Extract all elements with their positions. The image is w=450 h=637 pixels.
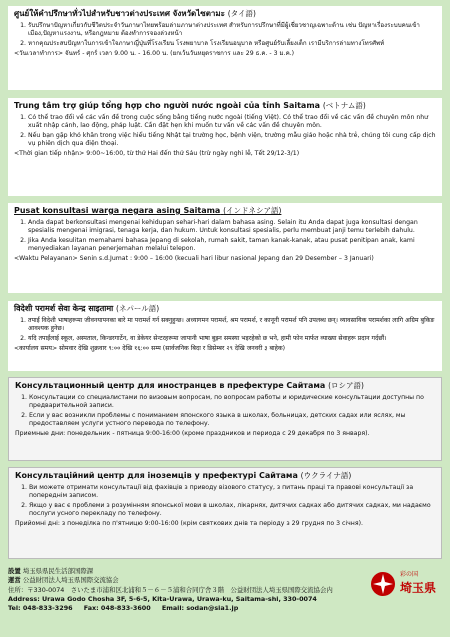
list-item: 1. तपाईं विदेशी भाषाहरूमा जीवनयापनका बारे मा परामर्श गर्न सक्नुहुन्छ। अध्यागमन परामर्श, श्रम परामर्श, र कानूनी परामर्श पनि उपलब्ध छन्। व्यावसायिक परामर्शका लागि अग्रिम बुकिङ आवश्यक हुनेछ। <box>28 317 436 334</box>
russian-section <box>8 377 442 461</box>
email-link[interactable]: Email: sodan@sia1.jp <box>161 604 239 613</box>
fax-text: Fax: 048-833-3600 <box>83 604 151 613</box>
indonesian-title: Pusat konsultasi warga negara asing Saitama (インドネシア語) <box>14 206 282 215</box>
nepali-list <box>14 317 436 343</box>
thai-hours: <วันเวลาทำการ> จันทร์ - ศุกร์ เวลา 9.00 น. - 16.00 น. (ยกเว้นวันหยุดราชการ และ 29 ธ.ค. - 3 ม.ค.) <box>14 49 295 57</box>
vietnamese-hours: <Thời gian tiếp nhận> 9:00~16:00, từ thứ Hai đến thứ Sáu (trừ ngày nghỉ lễ, Tết 29/12-3/1) <box>14 150 300 158</box>
setup-line: 設置 埼玉県県民生活部国際課 <box>8 567 94 575</box>
saitama-logo <box>370 567 440 601</box>
indonesian-list <box>14 219 436 253</box>
russian-title: Консультационный центр для иностранцев в префектуре Сайтама (ロシア語) <box>15 381 364 390</box>
ukrainian-section <box>8 467 442 559</box>
vietnamese-list <box>14 114 436 148</box>
indonesian-hours: <Waktu Pelayanan> Senin s.d.Jumat : 9:00 – 16:00 (kecuali hari libur nasional Jepang dan 29 Desember – 3 Januari) <box>14 255 374 263</box>
list-item: 2. หากคุณประสบปัญหาในการเข้าใจภาษาญี่ปุ่นที่โรงเรียน โรงพยาบาล โรงเรียนอนุบาล หรือศูนย์รับเลี้ยงเด็ก เรามีบริการล่ามทางโทรศัพท์ <box>28 40 436 48</box>
address-en: Address: Urawa Godo Chosha 3F, 5-6-5, Kita-Urawa, Urawa-ku, Saitama-shi, 330-0074 <box>8 594 317 603</box>
list-item: 1. รับปรึกษาปัญหาเกี่ยวกับชีวิตประจำวันภาษาไทยพร้อมล่ามภาษาต่างประเทศ สำหรับการปรึกษาที่มีผู้เชี่ยวชาญเฉพาะด้าน เช่น ปัญหาเรื่องระบบคนเข้าเมือง,ปัญหาแรงงาน, หรือกฎหมาย ต้องทำการจองล่วงหน้า <box>28 22 436 39</box>
list-item: 2. यदि तपाईंलाई स्कूल, अस्पताल, किन्डरगार्टेन, वा डेकेयर सेन्टरहरूमा जापानी भाषा बुझ्न समस्या भइरहेको छ भने, हामी फोन मार्फत व्याख्या सेवाहरू प्रदान गर्दछौं। <box>28 335 436 343</box>
thai-list <box>14 22 436 48</box>
list-item: 2. Nếu bạn gặp khó khăn trong việc hiểu tiếng Nhật tại trường học, bệnh viện, trường mẫu giáo hoặc nhà trẻ, chúng tôi cung cấp dịch vụ phiên dịch qua điện thoại. <box>28 132 436 149</box>
list-item: 1. Консультации со специалистами по визовым вопросам, по вопросам работы и юридические консультации доступны по предварительной записи. <box>29 394 435 411</box>
list-item: 2. Если у вас возникли проблемы с пониманием японского языка в школах, больницах, детских садах или яслях, мы предоставляем услуги устного перевода по телефону. <box>29 412 435 429</box>
list-item: 1. Có thể trao đổi về các vấn đề trong cuộc sống bằng tiếng nước ngoài (tiếng Việt). Có thể trao đổi về các vấn đề chuyên môn như xuất nhập cảnh, lao động, pháp luật. Cần đặt hẹn khi muốn tư vấn về các vấn đề chuyên môn. <box>28 114 436 131</box>
russian-hours: Приемные дни: понедельник - пятница 9:00-16:00 (кроме праздников и периода с 29 декабря по 3 января). <box>15 430 370 438</box>
list-item: 1. Anda dapat berkonsultasi mengenai kehidupan sehari-hari dalam bahasa asing. Selain itu Anda dapat juga konsultasi dengan spesialis mengenai imigrasi, tenaga kerja, dan hukum. Untuk konsultasi spesialis, perlu membuat janji temu terlebih dahulu. <box>28 219 436 236</box>
address-jp: 住所：〒330-0074 さいたま市浦和区北浦和５－６－５浦和合同庁舎３階 公益財団法人埼玉県国際交流協会内 <box>8 585 333 594</box>
nepali-title: विदेशी परामर्श सेवा केन्द्र साइतामा (ネパール語) <box>14 304 160 313</box>
vietnamese-title: Trung tâm trợ giúp tổng hợp cho người nước ngoài của tỉnh Saitama (ベトナム語) <box>14 101 366 110</box>
thai-title: ศูนย์ให้คำปรึกษาทั่วไปสำหรับชาวต่างประเทศ จังหวัดไซตามะ (タイ語) <box>14 9 256 18</box>
prefecture-emblem-icon <box>370 571 396 597</box>
contact-footer <box>8 567 442 631</box>
indonesian-section <box>8 203 442 293</box>
ukrainian-hours: Прийомні дні: з понеділка по п'ятницю 9:00-16:00 (крім святкових днів та періоду з 29 грудня по 3 січня). <box>15 520 363 528</box>
nepali-section <box>8 301 442 371</box>
contact-line <box>8 604 442 613</box>
thai-section <box>8 6 442 90</box>
ukrainian-title: Консультаційний центр для іноземців у префектурі Сайтама (ウクライナ語) <box>15 471 352 480</box>
logo-big-text: 埼玉県 <box>400 581 437 595</box>
nepali-hours: <कार्यालय समय> सोमवार देखि शुक्रवार ९:०० देखि १६:०० सम्म (सार्वजनिक बिदा र डिसेम्बर २९ देखि जनवरी ३ बाहेक) <box>14 344 286 352</box>
tel-text: Tel: 048-833-3296 <box>8 604 73 613</box>
vietnamese-section <box>8 98 442 196</box>
russian-list <box>15 394 435 428</box>
logo-small-text: 彩の国 <box>400 571 419 578</box>
list-item: 2. Якщо у вас є проблеми з розумінням японської мови в школах, лікарнях, дитячих садках або дитячих садках, ми надаємо послуги усного перекладу по телефону. <box>29 502 435 519</box>
ukrainian-list <box>15 484 435 518</box>
operate-line: 運営 公益財団法人埼玉県国際交流協会 <box>8 576 119 585</box>
list-item: 2. Jika Anda kesulitan memahami bahasa Jepang di sekolah, rumah sakit, taman kanak-kanak, atau pusat penitipan anak, kami menyediakan layanan penerjemahan melalui telepon. <box>28 237 436 254</box>
list-item: 1. Ви можете отримати консультації від фахівців з приводу візового статусу, з питань праці та правові консультації за попереднім записом. <box>29 484 435 501</box>
